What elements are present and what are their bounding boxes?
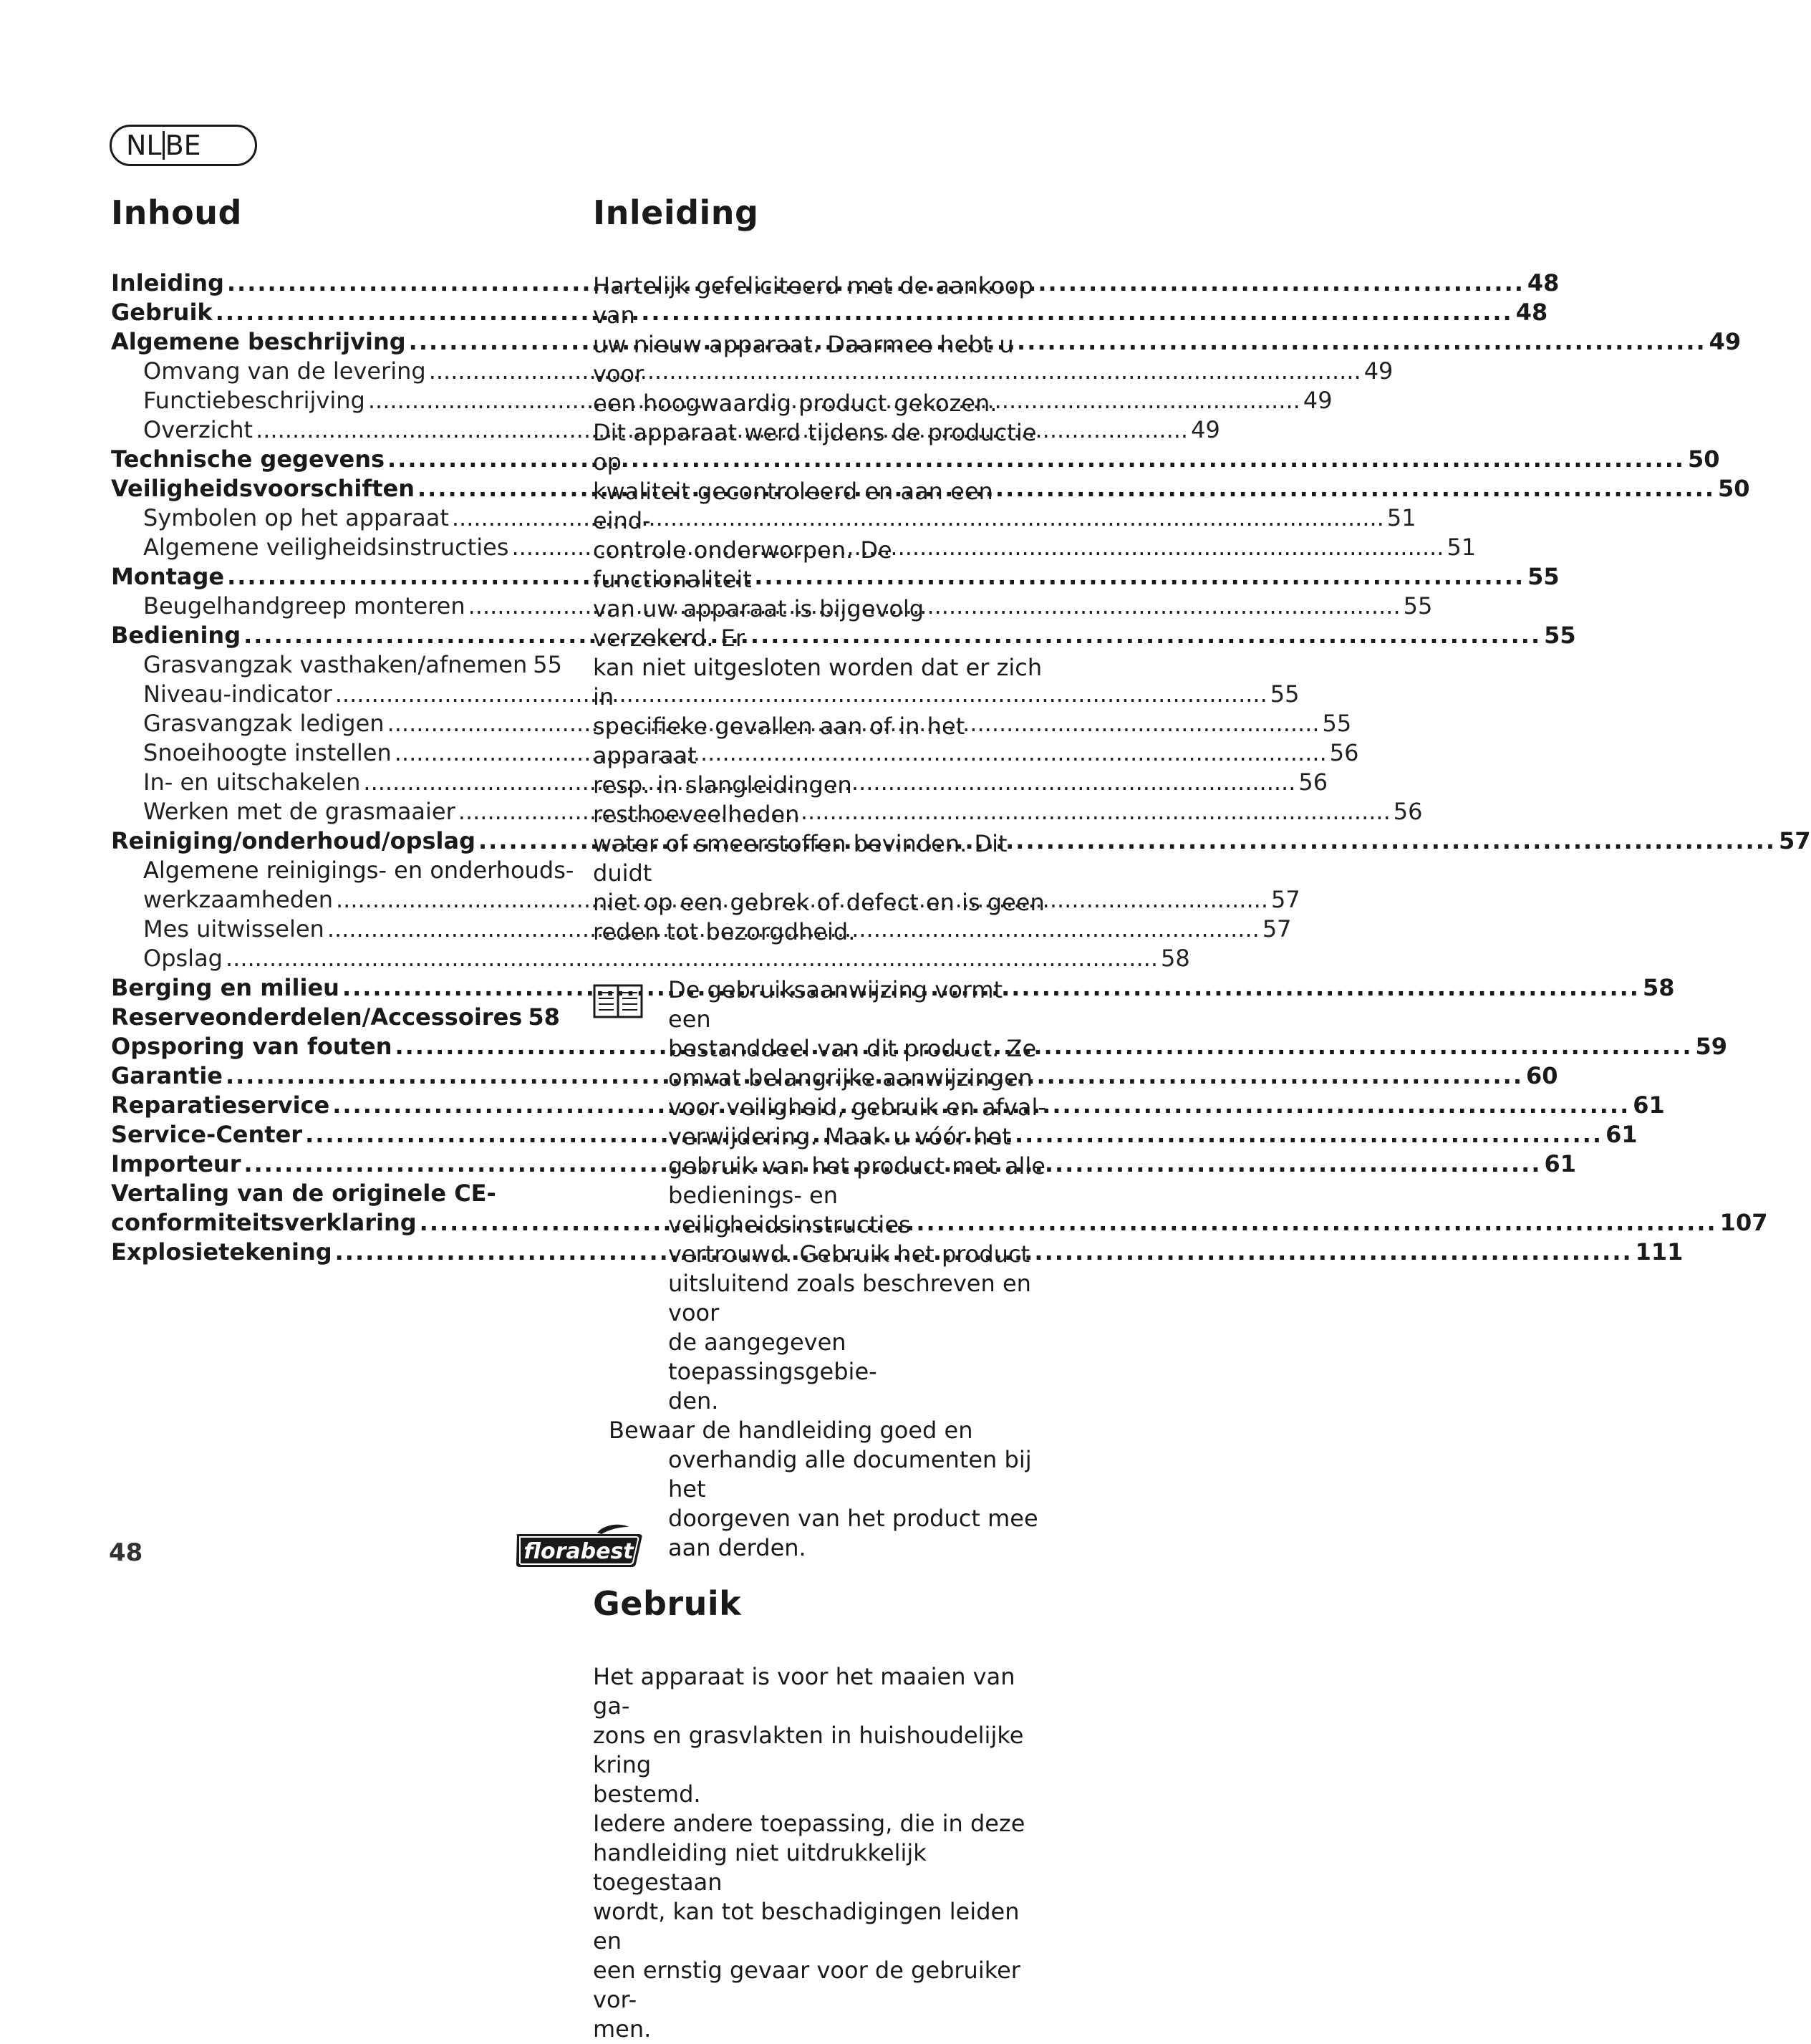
toc-entry-label: Reparatieservice: [111, 1091, 330, 1119]
toc-entry: [111, 1003, 559, 1033]
toc-entry-page: 50: [1718, 475, 1750, 502]
toc-entry-label: Mes uitwisselen: [143, 915, 324, 943]
toc-entry-page: 49: [1709, 328, 1742, 355]
toc-entry: [111, 269, 1560, 299]
toc-entry-label: Snoeihoogte instellen: [143, 739, 392, 766]
text-line: Iedere andere toepassing, die in deze: [593, 1810, 1025, 1837]
text-line: doorgeven van het product mee: [668, 1505, 1038, 1532]
toc-entry: [111, 827, 1811, 857]
toc-entry-page: 55: [1322, 710, 1352, 737]
text-line: den.: [668, 1387, 719, 1414]
text-line: handleiding niet uitdrukkelijk toegestaan: [593, 1839, 927, 1896]
toc-entry-page: 107: [1719, 1209, 1768, 1236]
keep-manual-lines: [593, 1445, 1051, 1563]
toc-title: Inhoud: [111, 193, 242, 232]
toc-entry: [111, 328, 1742, 357]
toc-entry-label: Garantie: [111, 1062, 223, 1089]
text-line: gebruik van het product met alle: [668, 1152, 1045, 1180]
toc-entry: [111, 416, 1220, 445]
toc-entry-page: 58: [528, 1003, 560, 1031]
toc-entry-page: 58: [1642, 974, 1675, 1001]
toc-entry-continued: Vertaling van de originele CE-: [111, 1180, 496, 1207]
text-line: de aangegeven toepassingsgebie-: [668, 1329, 877, 1385]
text-line: omvat belangrijke aanwijzingen: [668, 1064, 1033, 1091]
toc-entry-page: 48: [1527, 269, 1560, 297]
text-line: een hoogwaardig product gekozen.: [593, 390, 998, 417]
toc-entry: [111, 534, 1477, 563]
badge-divider: [163, 131, 165, 160]
toc-entry: [111, 592, 1433, 622]
text-line: bestanddeel van dit product. Ze: [668, 1035, 1037, 1062]
inleiding-heading: Inleiding: [593, 193, 759, 232]
toc-entry-page: 60: [1525, 1062, 1558, 1089]
book-icon: [593, 983, 643, 1020]
toc-entry-label: Reiniging/onderhoud/opslag: [111, 827, 476, 854]
toc-entry-continued: Algemene reinigings- en onderhouds-: [143, 857, 574, 884]
text-line: voor veiligheid, gebruik en afval-: [668, 1094, 1046, 1121]
toc-entry-label: Bediening: [111, 622, 241, 649]
toc-entry-label: Inleiding: [111, 269, 224, 297]
toc-entry-page: 57: [1270, 886, 1300, 913]
text-line: een ernstig gevaar voor de gebruiker vor-: [593, 1957, 1020, 2013]
toc-entry-page: 55: [1403, 592, 1433, 620]
toc-entry-page: 57: [1262, 915, 1292, 943]
toc-entry-page: 49: [1191, 416, 1220, 443]
text-line: water of smeerstoffen bevinden. Dit duidt: [593, 830, 1008, 887]
text-line: overhandig alle documenten bij het: [668, 1446, 1032, 1503]
toc-entry-page: 58: [1160, 945, 1190, 972]
toc-entry: [111, 475, 1750, 504]
toc-entry-page: 61: [1605, 1121, 1638, 1148]
gebruik-text: [593, 1662, 1051, 2044]
text-line: Hartelijk gefeliciteerd met de aankoop van: [593, 272, 1033, 329]
text-line: vertrouwd. Gebruik het product: [668, 1240, 1030, 1268]
toc-entry-page: 48: [1515, 299, 1548, 326]
toc-entry-label: Werken met de grasmaaier: [143, 798, 455, 825]
toc-entry-label: werkzaamheden: [143, 886, 333, 913]
toc-entry-label: Symbolen op het apparaat: [143, 504, 449, 531]
manual-note-text: [593, 975, 1051, 1416]
text-line: resp. in slangleidingen resthoeveelheden: [593, 771, 852, 828]
toc-entry-page: 55: [533, 651, 562, 678]
toc-entry-page: 50: [1688, 445, 1720, 473]
text-line: uw nieuw apparaat. Daarmee hebt u voor: [593, 331, 1014, 387]
text-line: van uw apparaat is bijgevolg verzekerd. Er: [593, 595, 924, 652]
keep-manual-lead: Bewaar de handleiding goed en: [609, 1417, 973, 1444]
text-line: niet op een gebrek of defect en is geen: [593, 889, 1045, 916]
toc-entry-page: 56: [1298, 768, 1328, 796]
inleiding-text: [593, 271, 1051, 947]
text-line: zons en grasvlakten in huishoudelijke kring: [593, 1722, 1024, 1778]
toc-entry-label: Omvang van de levering: [143, 357, 426, 385]
toc-entry-label: Veiligheidsvoorschiften: [111, 475, 415, 502]
toc-entry-page: 55: [1544, 622, 1576, 649]
text-line: specifieke gevallen aan of in het apparaat: [593, 713, 965, 769]
text-line: verwijdering. Maak u vóór het: [668, 1123, 1011, 1150]
text-line: aan derden.: [668, 1534, 806, 1561]
page-number: 48: [109, 1538, 143, 1567]
toc-entry-page: 56: [1329, 739, 1359, 766]
toc-entry-label: Opsporing van fouten: [111, 1033, 392, 1060]
toc-entry-page: 49: [1303, 387, 1333, 414]
text-line: uitsluitend zoals beschreven en voor: [668, 1270, 1031, 1326]
gebruik-heading: Gebruik: [593, 1584, 742, 1623]
toc-entry-page: 61: [1633, 1091, 1665, 1119]
toc-entry-page: 55: [1270, 680, 1300, 708]
text-line: De gebruiksaanwijzing vormt een: [668, 976, 1003, 1033]
toc-entry-label: Algemene beschrijving: [111, 328, 406, 355]
toc-entry-page: 49: [1363, 357, 1394, 385]
toc-entry-page: 56: [1393, 798, 1423, 825]
text-line: Dit apparaat werd tijdens de productie op: [593, 419, 1037, 476]
toc-entry: [111, 651, 562, 680]
toc-entry-label: Importeur: [111, 1150, 241, 1177]
toc-entry-label: Opslag: [143, 945, 223, 972]
text-line: kan niet uitgesloten worden dat er zich in: [593, 654, 1043, 710]
toc-entry: [111, 945, 1190, 974]
manual-note: [593, 975, 1051, 1416]
toc-entry-label: Grasvangzak vasthaken/afnemen: [143, 651, 528, 678]
toc-entry-label: Reserveonderdelen/Accessoires: [111, 1003, 523, 1031]
toc-entry-label: Service-Center: [111, 1121, 303, 1148]
text-line: controle onderworpen. De functionaliteit: [593, 536, 892, 593]
toc-entry-label: Gebruik: [111, 299, 213, 326]
toc-entry-label: Algemene veiligheidsinstructies: [143, 534, 509, 561]
toc-entry-page: 61: [1544, 1150, 1577, 1177]
toc-entry-label: Berging en milieu: [111, 974, 339, 1001]
text-line: Het apparaat is voor het maaien van ga-: [593, 1663, 1015, 1720]
toc-entry: [111, 974, 1675, 1003]
toc-entry-label: Overzicht: [143, 416, 253, 443]
text-line: wordt, kan tot beschadigingen leiden en: [593, 1898, 1020, 1954]
toc-entry-label: Explosietekening: [111, 1238, 332, 1266]
toc-entry-label: Grasvangzak ledigen: [143, 710, 385, 737]
text-line: bestemd.: [593, 1780, 701, 1808]
text-line: bedienings- en veiligheidsinstructies: [668, 1182, 911, 1238]
language-code-be: BE: [165, 130, 201, 161]
toc-entry-label: Technische gegevens: [111, 445, 385, 473]
language-badge: [110, 125, 257, 166]
content-column: [593, 193, 1051, 2044]
toc-entry-label: Functiebeschrijving: [143, 387, 365, 414]
keep-manual-text: [593, 1416, 1051, 1563]
toc-entry: [111, 768, 1328, 798]
toc-entry-page: 55: [1527, 563, 1560, 590]
language-code-nl: NL: [126, 130, 162, 161]
toc-entry-label: conformiteitsverklaring: [111, 1209, 417, 1236]
toc-entry-page: 51: [1386, 504, 1416, 531]
toc-entry-page: 59: [1695, 1033, 1727, 1060]
toc-entry-page: 51: [1447, 534, 1477, 561]
text-line: men.: [593, 2015, 652, 2043]
toc-entry: [111, 710, 1352, 739]
florabest-logo: [513, 1523, 646, 1570]
toc-entry-label: In- en uitschakelen: [143, 768, 361, 796]
text-line: kwaliteit gecontroleerd en aan een eind-: [593, 478, 993, 534]
toc-entry-page: 111: [1635, 1238, 1684, 1266]
toc-entry-label: Beugelhandgreep monteren: [143, 592, 465, 620]
toc-entry-page: 57: [1779, 827, 1811, 854]
logo-wordmark: florabest: [523, 1539, 634, 1564]
toc-entry-label: Niveau-indicator: [143, 680, 332, 708]
toc-entry-label: Montage: [111, 563, 225, 590]
text-line: reden tot bezorgdheid.: [593, 918, 856, 945]
